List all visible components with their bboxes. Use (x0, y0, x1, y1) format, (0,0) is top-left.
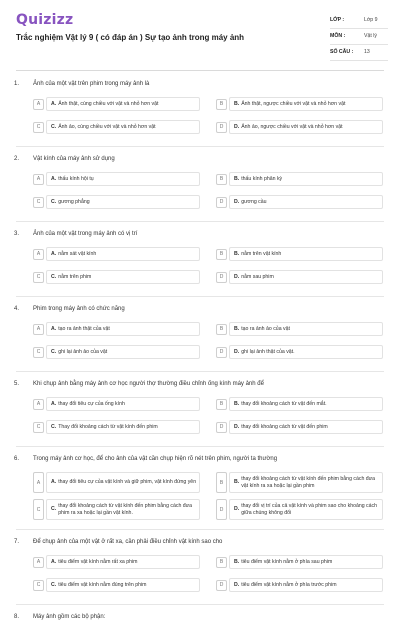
brand-logo: Quizizz (16, 12, 74, 28)
answer-letter-box: B (216, 174, 227, 185)
answer-text-box (46, 345, 200, 359)
question-spacer (0, 601, 400, 610)
answer-text-box (46, 270, 200, 284)
answer-option-d[interactable] (216, 420, 383, 434)
question-number: 7. (14, 539, 20, 545)
question-list (0, 77, 400, 630)
answer-text-box (229, 172, 383, 186)
answer-text: Ảnh thật, cùng chiều với vật và nhỏ hơn vật (58, 100, 159, 107)
answer-key-dot: . (54, 100, 57, 107)
answer-text: thay đổi khoảng cách từ vật kính đến phim bằng cách đưa vật kính ra xa hoặc lại gần phim (241, 476, 376, 489)
answer-letter-box: A (33, 174, 44, 185)
answer-key: D (234, 273, 238, 280)
answer-options (0, 172, 400, 218)
answer-row (0, 499, 400, 526)
answer-option-c[interactable] (33, 420, 200, 434)
answer-letter-box: D (216, 122, 227, 133)
answer-key: D (234, 581, 238, 588)
answer-text: thay đổi vị trí của cả vật kính và phim sao cho khoảng cách giữa chúng không đổi (241, 503, 378, 516)
question-1 (0, 77, 400, 152)
answer-option-b[interactable] (216, 97, 383, 111)
answer-letter-box: C (33, 347, 44, 358)
answer-letter-box: D (216, 347, 227, 358)
answer-letter-box: D (216, 580, 227, 591)
answer-letter-box: D (216, 422, 227, 433)
answer-letter-box: A (33, 324, 44, 335)
question-text: Để chụp ảnh của một vật ở rất xa, cần phải điều chỉnh vật kính sao cho (33, 539, 223, 545)
answer-option-a[interactable] (33, 172, 200, 186)
answer-key: D (234, 348, 238, 355)
answer-options (0, 322, 400, 368)
answer-text: Ảnh thật, ngược chiều với vật và nhỏ hơn vật (241, 100, 346, 107)
answer-row (0, 172, 400, 195)
answer-row (0, 345, 400, 368)
answer-letter-box: C (33, 580, 44, 591)
answer-text: nằm trên vật kính (241, 250, 282, 257)
answer-text-box (229, 120, 383, 134)
answer-key: B (234, 100, 238, 107)
answer-text-box (229, 247, 383, 261)
question-number: 1. (14, 81, 20, 87)
answer-text-box (46, 195, 200, 209)
question-header (0, 377, 400, 397)
answer-option-b[interactable] (216, 397, 383, 411)
answer-key: C (51, 198, 55, 205)
question-6 (0, 452, 400, 535)
answer-key: C (51, 423, 55, 430)
question-header (0, 610, 400, 630)
answer-option-a[interactable] (33, 472, 200, 493)
meta-label: SỐ CÂU : (330, 49, 354, 55)
answer-option-d[interactable] (216, 578, 383, 592)
answer-text-box (46, 247, 200, 261)
question-spacer (0, 218, 400, 227)
answer-text: Thay đổi khoảng cách từ vật kính đến phim (58, 423, 158, 430)
answer-letter-box: D (216, 197, 227, 208)
answer-option-a[interactable] (33, 247, 200, 261)
meta-row-subject (330, 30, 388, 45)
question-2 (0, 152, 400, 227)
answer-text-box (46, 499, 200, 520)
answer-key: D (234, 506, 238, 513)
answer-key: A (51, 400, 55, 407)
answer-letter-box: C (33, 272, 44, 283)
answer-text: ghi lại ảnh thật của vật. (241, 348, 295, 355)
answer-letter-box: A (33, 472, 44, 493)
answer-key-dot: . (237, 198, 240, 205)
answer-key: C (51, 123, 55, 130)
question-number: 3. (14, 231, 20, 237)
answer-text-box (229, 97, 383, 111)
answer-key-dot: . (237, 325, 240, 332)
meta-info (330, 14, 388, 62)
answer-option-d[interactable] (216, 270, 383, 284)
answer-text: gương phẳng (58, 198, 90, 205)
question-spacer (0, 368, 400, 377)
answer-letter-box: B (216, 324, 227, 335)
answer-key-dot: . (237, 558, 240, 565)
answer-key: A (51, 558, 55, 565)
answer-text-box (46, 397, 200, 411)
answer-option-c[interactable] (33, 120, 200, 134)
answer-row (0, 270, 400, 293)
question-header (0, 227, 400, 247)
answer-text: thay đổi khoảng cách từ vật đến phim (241, 423, 328, 430)
answer-letter-box: C (33, 499, 44, 520)
answer-text-box (46, 97, 200, 111)
meta-value: Lớp 9 (364, 17, 378, 23)
answer-option-d[interactable] (216, 195, 383, 209)
answer-text-box (229, 472, 383, 493)
answer-text: thấu kính hội tụ (58, 175, 94, 182)
answer-text-box (229, 345, 383, 359)
answer-letter-box: C (33, 197, 44, 208)
question-divider (16, 604, 384, 605)
question-text: Ảnh của một vật trên phim trong máy ảnh là (33, 81, 150, 87)
answer-key-dot: . (237, 175, 240, 182)
answer-key-dot: . (237, 123, 240, 130)
answer-option-b[interactable] (216, 172, 383, 186)
header-divider (16, 70, 384, 71)
answer-row (0, 397, 400, 420)
question-number: 8. (14, 614, 20, 620)
answer-row (0, 247, 400, 270)
answer-row (0, 555, 400, 578)
answer-option-b[interactable] (216, 472, 383, 493)
question-spacer (0, 526, 400, 535)
answer-key-dot: . (237, 506, 240, 513)
question-text: Ảnh của một vật trong máy ảnh có vị trí (33, 231, 138, 237)
question-spacer (0, 443, 400, 452)
answer-key: B (234, 250, 238, 257)
meta-label: MÔN : (330, 33, 346, 39)
answer-key: D (234, 123, 238, 130)
answer-key-dot: . (54, 175, 57, 182)
answer-options (0, 97, 400, 143)
question-8 (0, 610, 400, 630)
answer-text: tạo ra ảnh ảo của vật (241, 325, 290, 332)
answer-key-dot: . (54, 250, 57, 257)
answer-key-dot: . (237, 348, 240, 355)
answer-key-dot: . (54, 506, 57, 513)
answer-key: B (234, 558, 238, 565)
answer-key: C (51, 273, 55, 280)
answer-text-box (46, 472, 200, 493)
answer-option-b[interactable] (216, 322, 383, 336)
answer-row (0, 195, 400, 218)
answer-letter-box: A (33, 249, 44, 260)
answer-key: C (51, 348, 55, 355)
question-divider (16, 221, 384, 222)
answer-text: Ảnh ảo, ngược chiều với vật và nhỏ hơn vật (241, 123, 343, 130)
answer-option-a[interactable] (33, 97, 200, 111)
question-divider (16, 371, 384, 372)
answer-key-dot: . (54, 558, 57, 565)
answer-key: C (51, 581, 55, 588)
answer-key: B (234, 479, 238, 486)
question-spacer (0, 143, 400, 152)
question-divider (16, 529, 384, 530)
answer-row (0, 420, 400, 443)
answer-option-a[interactable] (33, 555, 200, 569)
answer-letter-box: C (33, 422, 44, 433)
answer-key: A (51, 325, 55, 332)
answer-key: A (51, 250, 55, 257)
answer-text-box (229, 322, 383, 336)
answer-options (0, 397, 400, 443)
answer-text-box (229, 195, 383, 209)
answer-text: tiêu điểm vật kính nằm đúng trên phim (58, 581, 147, 588)
answer-text: thay đổi tiêu cự của ống kính (58, 400, 125, 407)
answer-key-dot: . (54, 273, 57, 280)
answer-option-b[interactable] (216, 555, 383, 569)
question-text: Khi chụp ảnh bằng máy ảnh cơ học người thợ thường điều chỉnh ống kính máy ảnh để (33, 381, 264, 387)
question-number: 4. (14, 306, 20, 312)
answer-option-c[interactable] (33, 499, 200, 520)
answer-text-box (46, 420, 200, 434)
answer-options (0, 247, 400, 293)
answer-text: nằm sát vật kính (58, 250, 97, 257)
answer-key-dot: . (54, 423, 57, 430)
answer-letter-box: C (33, 122, 44, 133)
answer-text: thay đổi tiêu cự của vật kính và giữ phim, vật kính đứng yên (58, 479, 197, 486)
answer-text: nằm sau phim (241, 273, 274, 280)
answer-letter-box: D (216, 272, 227, 283)
answer-key: A (51, 100, 55, 107)
answer-option-c[interactable] (33, 345, 200, 359)
answer-text-box (229, 420, 383, 434)
answer-option-c[interactable] (33, 578, 200, 592)
answer-option-d[interactable] (216, 345, 383, 359)
question-number: 5. (14, 381, 20, 387)
question-spacer (0, 293, 400, 302)
answer-key: B (234, 175, 238, 182)
answer-letter-box: B (216, 249, 227, 260)
question-text: Trong máy ảnh cơ học, để cho ảnh của vật cần chụp hiện rõ nét trên phim, người ta thường (33, 456, 278, 462)
question-number: 2. (14, 156, 20, 162)
answer-text: ghi lại ảnh ảo của vật (58, 348, 108, 355)
question-header (0, 452, 400, 472)
question-5 (0, 377, 400, 452)
answer-option-d[interactable] (216, 499, 383, 520)
answer-key-dot: . (54, 123, 57, 130)
answer-letter-box: B (216, 399, 227, 410)
answer-text-box (46, 322, 200, 336)
answer-key-dot: . (237, 273, 240, 280)
question-header (0, 302, 400, 322)
answer-letter-box: A (33, 99, 44, 110)
answer-key: D (234, 423, 238, 430)
question-divider (16, 296, 384, 297)
answer-text: tiêu điểm vật kính nằm rất xa phim (58, 558, 138, 565)
answer-key-dot: . (237, 250, 240, 257)
answer-options (0, 555, 400, 601)
answer-text-box (46, 172, 200, 186)
answer-key: D (234, 198, 238, 205)
answer-letter-box: A (33, 557, 44, 568)
answer-text: nằm trên phim (58, 273, 92, 280)
worksheet-header (0, 0, 400, 68)
meta-label: LỚP : (330, 17, 345, 23)
question-header (0, 152, 400, 172)
answer-letter-box: B (216, 472, 227, 493)
answer-text-box (46, 578, 200, 592)
answer-key-dot: . (237, 100, 240, 107)
answer-text-box (229, 555, 383, 569)
answer-key: B (234, 400, 238, 407)
answer-text-box (229, 578, 383, 592)
question-header (0, 77, 400, 97)
meta-row-class (330, 14, 388, 29)
answer-text: gương cầu (241, 198, 267, 205)
answer-row (0, 472, 400, 499)
question-number: 6. (14, 456, 20, 462)
answer-letter-box: D (216, 499, 227, 520)
answer-key-dot: . (54, 325, 57, 332)
answer-option-c[interactable] (33, 195, 200, 209)
answer-text-box (229, 397, 383, 411)
answer-key-dot: . (54, 581, 57, 588)
question-header (0, 535, 400, 555)
answer-option-a[interactable] (33, 322, 200, 336)
question-7 (0, 535, 400, 610)
answer-text-box (46, 120, 200, 134)
answer-key-dot: . (54, 348, 57, 355)
answer-key-dot: . (237, 479, 240, 486)
answer-key-dot: . (237, 400, 240, 407)
answer-text: tạo ra ảnh thật của vật (58, 325, 110, 332)
question-text: Máy ảnh gồm các bộ phận: (33, 614, 106, 620)
answer-text-box (229, 270, 383, 284)
answer-row (0, 120, 400, 143)
answer-row (0, 97, 400, 120)
question-divider (16, 446, 384, 447)
question-4 (0, 302, 400, 377)
answer-options (0, 472, 400, 526)
answer-text: tiêu điểm vật kính nằm ở phía sau phim (241, 558, 333, 565)
answer-key: A (51, 479, 55, 486)
answer-key-dot: . (237, 423, 240, 430)
answer-text: tiêu điểm vật kính nằm ở phía trước phim (241, 581, 337, 588)
document-title: Trắc nghiệm Vật lý 9 ( có đáp án ) Sự tạo ảnh trong máy ảnh (16, 33, 245, 42)
answer-option-b[interactable] (216, 247, 383, 261)
answer-text: thay đổi khoảng cách từ vật đến mắt. (241, 400, 327, 407)
meta-row-count (330, 46, 388, 61)
answer-key: A (51, 175, 55, 182)
answer-text-box (46, 555, 200, 569)
answer-row (0, 322, 400, 345)
answer-text: thấu kính phân kỳ (241, 175, 283, 182)
answer-text-box (229, 499, 383, 520)
answer-text: thay đổi khoảng cách từ vật kính đến phim bằng cách đưa phim ra xa hoặc lại gần vật kính. (58, 503, 193, 516)
question-3 (0, 227, 400, 302)
answer-key: B (234, 325, 238, 332)
answer-option-d[interactable] (216, 120, 383, 134)
answer-text: Ảnh ảo, cùng chiều với vật và nhỏ hơn vật (58, 123, 156, 130)
answer-key-dot: . (54, 479, 57, 486)
answer-key: C (51, 506, 55, 513)
answer-option-a[interactable] (33, 397, 200, 411)
answer-letter-box: B (216, 557, 227, 568)
answer-row (0, 578, 400, 601)
question-divider (16, 146, 384, 147)
answer-key-dot: . (237, 581, 240, 588)
meta-value: 13 (364, 49, 370, 55)
answer-key-dot: . (54, 400, 57, 407)
answer-option-c[interactable] (33, 270, 200, 284)
answer-key-dot: . (54, 198, 57, 205)
answer-letter-box: B (216, 99, 227, 110)
answer-letter-box: A (33, 399, 44, 410)
meta-value: Vật lý (364, 33, 377, 39)
question-text: Phim trong máy ảnh có chức năng (33, 306, 125, 312)
question-text: Vật kính của máy ảnh sử dụng (33, 156, 115, 162)
